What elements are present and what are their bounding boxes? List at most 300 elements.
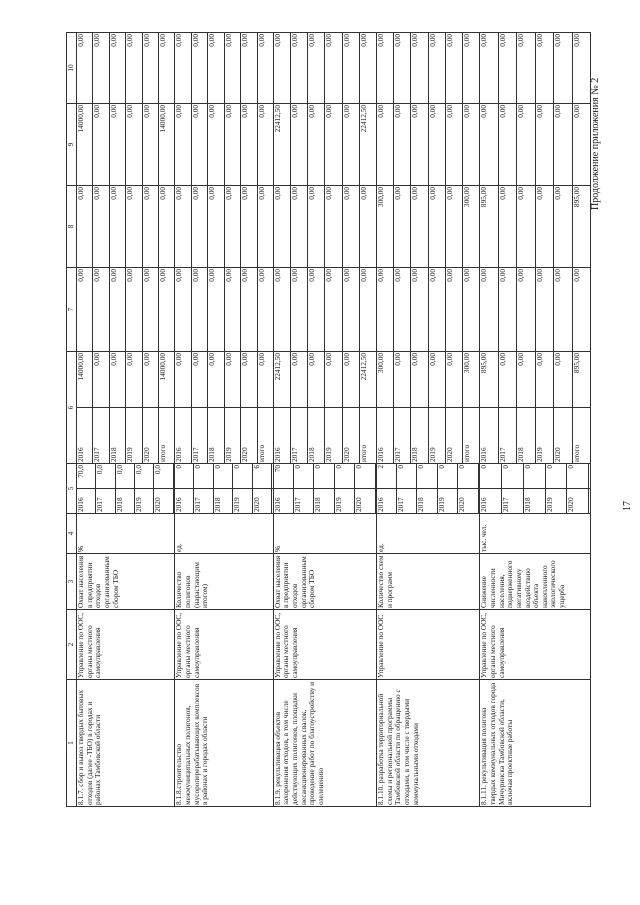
indicator-cell: Охват населения в предприятии отходов организованным сбором ТБО (273, 554, 376, 610)
funding-total-row (159, 352, 175, 463)
funding-source-cell-c8 (377, 186, 480, 268)
funding-source-value: 0,00 (224, 268, 240, 351)
header-cell-6: 6 (67, 352, 77, 464)
funding-source-subtable (274, 33, 376, 103)
funding-source-value: 0,00 (428, 268, 445, 351)
funding-source-row (446, 186, 463, 267)
funding-source-value: 0,00 (462, 105, 472, 118)
indicator-value: 0 (480, 464, 501, 489)
funding-source-value: 0,00 (394, 268, 411, 351)
funding-source-value: 0,00 (325, 186, 342, 267)
header-cell-10: 10 (67, 33, 77, 104)
funding-source-subtable (377, 268, 479, 351)
funding-total-value: 14000,00 (158, 353, 168, 381)
indicator-value-row (233, 464, 252, 513)
funding-source-value: 0,00 (241, 268, 257, 351)
funding-source-value: 0,00 (517, 33, 536, 103)
indicator-value: 0 (314, 464, 334, 489)
funding-source-row (480, 186, 498, 267)
funding-source-row (208, 33, 224, 103)
funding-source-value: 0,00 (224, 104, 240, 185)
funding-source-row (325, 33, 342, 103)
funding-source-value: 0,00 (175, 33, 191, 103)
funding-total-value: 895,00 (571, 353, 581, 374)
measure-name-cell: 8.1.10. разработка территориальной схемы и региональной программы Тамбовской области по обращению с отходами, в том числе с твердыми коммунальными отходами (377, 680, 480, 807)
indicator-value: 0,0 (154, 464, 173, 489)
indicator-value: 70,0 (77, 464, 95, 489)
funding-source-row (325, 104, 342, 185)
indicator-value: 0,0 (135, 464, 154, 489)
funding-total-row (360, 352, 376, 463)
funding-total-row (208, 352, 224, 463)
funding-source-row (377, 186, 393, 267)
funding-source-value: 0,00 (325, 268, 342, 351)
funding-total-value: 0,00 (126, 352, 142, 408)
funding-total-value: 22412,50 (359, 353, 369, 381)
funding-source-value: 0,00 (535, 33, 554, 103)
funding-source-row (394, 268, 411, 351)
funding-source-subtable (175, 104, 272, 185)
funding-source-value: 300,00 (377, 186, 393, 267)
funding-source-cell-c10 (377, 33, 480, 104)
funding-source-value: 0,00 (126, 268, 142, 351)
indicator-value: 0 (334, 464, 354, 489)
indicator-year: 2020 (458, 489, 478, 514)
funding-source-row (126, 104, 142, 185)
funding-source-row (463, 33, 479, 103)
indicator-values-cell (377, 464, 480, 514)
funding-source-row (126, 186, 142, 267)
funding-source-row (325, 186, 342, 267)
funding-source-row (208, 268, 224, 351)
funding-total-value: 0,00 (325, 352, 342, 408)
funding-source-value: 0,00 (208, 104, 224, 185)
funding-source-row (463, 186, 479, 267)
funding-source-row (446, 104, 463, 185)
funding-year-label: 2017 (498, 408, 517, 464)
indicator-value-row (115, 464, 134, 513)
funding-source-row (175, 104, 191, 185)
indicator-year: 2017 (293, 489, 313, 514)
funding-source-value: 0,00 (256, 105, 266, 118)
funding-source-row (93, 268, 109, 351)
funding-total-value: 0,00 (175, 352, 191, 408)
indicator-year: 2020 (252, 489, 271, 514)
funding-total-row (274, 352, 290, 463)
funding-year-label: 2018 (308, 408, 325, 464)
funding-source-row (77, 33, 93, 103)
funding-year-label: итого (159, 408, 175, 464)
funding-source-row (274, 33, 290, 103)
funding-source-row (175, 33, 191, 103)
indicator-year: 2016 (175, 489, 193, 514)
funding-source-cell-c9 (377, 104, 480, 186)
funding-source-value: 0,00 (325, 33, 342, 103)
indicator-value: 0 (293, 464, 313, 489)
funding-year-label: 2018 (109, 408, 125, 464)
table-row (377, 33, 480, 807)
funding-total-value: 0,00 (498, 352, 517, 408)
funding-source-row (411, 186, 428, 267)
funding-source-value: 0,00 (208, 268, 224, 351)
funding-source-value: 0,00 (142, 268, 158, 351)
funding-source-value: 0,00 (109, 33, 125, 103)
table-header-row (67, 33, 77, 807)
funding-total-value: 0,00 (191, 352, 207, 408)
funding-source-row (360, 268, 376, 351)
funding-source-subtable (77, 186, 174, 267)
funding-year-label: 2019 (325, 408, 342, 464)
indicator-value-row (355, 464, 375, 513)
funding-year-label: 2020 (241, 408, 257, 464)
funding-total-row (498, 352, 517, 463)
funding-source-value: 0,00 (77, 186, 93, 267)
indicator-year: 2016 (274, 489, 293, 514)
funding-source-row (480, 268, 498, 351)
funding-source-subtable (274, 186, 376, 267)
funding-source-row (142, 33, 158, 103)
funding-total-row (93, 352, 109, 463)
funding-source-cell-c7 (77, 268, 175, 352)
indicator-value-row (458, 464, 478, 513)
funding-source-value: 0,00 (498, 186, 517, 267)
funding-year-label: 2020 (142, 408, 158, 464)
funding-source-value: 14000,00 (77, 104, 93, 185)
funding-source-row (342, 104, 359, 185)
funding-source-value: 0,00 (571, 269, 581, 282)
funding-year-label: итого (360, 408, 376, 464)
funding-source-row (208, 186, 224, 267)
indicator-year: 2018 (417, 489, 437, 514)
funding-total-value: 0,00 (535, 352, 554, 408)
funding-source-row (535, 268, 554, 351)
funding-source-value: 0,00 (517, 104, 536, 185)
funding-total-row (142, 352, 158, 463)
indicator-value-row (567, 464, 589, 513)
funding-source-value: 0,00 (308, 186, 325, 267)
funding-total-value: 0,00 (109, 352, 125, 408)
funding-total-cell (377, 352, 480, 464)
funding-total-row (411, 352, 428, 463)
funding-source-row (109, 268, 125, 351)
funding-source-row (498, 268, 517, 351)
funding-source-cell-c7 (377, 268, 480, 352)
funding-source-cell-c9 (480, 104, 591, 186)
funding-total-value: 300,00 (462, 353, 472, 374)
funding-source-value: 0,00 (274, 186, 290, 267)
measure-name-cell: 8.1.7. сбор и вывоз твердых бытовых отходов (далее -ТБО) в городах и районах Тамбовской области (77, 680, 175, 807)
funding-source-cell-c10 (175, 33, 273, 104)
funding-source-subtable (175, 268, 272, 351)
funding-total-row (535, 352, 554, 463)
measure-name-cell: 8.1.9. рекультивация объектов захоронения отходов, в том числе действующих полигонов, площадки несанкционированных свалок, проведение работ по благоустройству и озеленению (273, 680, 376, 807)
indicator-value: 0 (213, 464, 232, 489)
funding-source-row (498, 33, 517, 103)
funding-source-subtable (377, 186, 479, 267)
funding-source-row (360, 186, 376, 267)
funding-source-value: 0,00 (571, 34, 581, 47)
funding-source-value: 0,00 (142, 33, 158, 103)
indicator-empty (589, 464, 590, 489)
funding-source-row (93, 104, 109, 185)
indicator-values-cell (273, 464, 376, 514)
funding-source-row (535, 186, 554, 267)
header-cell-4: 4 (67, 514, 77, 554)
unit-cell: тыс. чел. (480, 514, 591, 554)
funding-source-value: 0,00 (290, 33, 307, 103)
funding-source-cell-c10 (480, 33, 591, 104)
header-cell-9: 9 (67, 104, 77, 186)
indicator-year: 2019 (135, 489, 154, 514)
funding-source-value: 0,00 (241, 33, 257, 103)
funding-source-value: 0,00 (77, 268, 93, 351)
indicator-cell: Количество полигонов (нарастающим итогом) (175, 554, 273, 610)
measure-name-cell: 8.1.8.строительство межмуниципальных полигонов, мусороперерабатывающих комплексов в районах и городах области (175, 680, 273, 807)
funding-total-row (428, 352, 445, 463)
funding-source-row (224, 268, 240, 351)
indicator-value: 0 (501, 464, 523, 489)
funding-source-row (257, 33, 273, 103)
funding-source-value: 0,00 (359, 187, 369, 200)
funding-source-value: 0,00 (411, 104, 428, 185)
indicator-cell: Количество схем и программ (377, 554, 480, 610)
funding-source-value: 0,00 (517, 268, 536, 351)
indicator-cell: Снижение численности населения, подверженного негативному воздействию объекта накопленного экологического ущерба (480, 554, 591, 610)
funding-year-label: 2017 (93, 408, 109, 464)
indicator-value: 2 (377, 464, 396, 489)
funding-source-subtable (77, 268, 174, 351)
funding-source-value: 0,00 (290, 104, 307, 185)
funding-source-value: 0,00 (446, 186, 463, 267)
funding-source-row (308, 186, 325, 267)
indicator-empty-row (589, 464, 590, 513)
funding-source-row (224, 33, 240, 103)
funding-source-value: 0,00 (377, 33, 393, 103)
indicator-value-row (96, 464, 115, 513)
indicator-year: 2020 (154, 489, 173, 514)
funding-total-value: 0,00 (208, 352, 224, 408)
funding-source-value: 0,00 (191, 104, 207, 185)
funding-source-row (109, 186, 125, 267)
funding-source-row (224, 186, 240, 267)
funding-total-value: 22412,50 (274, 352, 290, 408)
funding-source-value: 0,00 (93, 186, 109, 267)
funding-year-label: 2018 (517, 408, 536, 464)
funding-source-value: 0,00 (342, 33, 359, 103)
funding-source-row (535, 33, 554, 103)
indicator-values-subtable (377, 464, 479, 513)
funding-total-row (572, 352, 590, 463)
funding-year-label: итого (257, 408, 273, 464)
funding-source-subtable (480, 186, 590, 267)
funding-source-row (77, 104, 93, 185)
funding-source-row (191, 33, 207, 103)
indicator-value: 0 (233, 464, 252, 489)
funding-source-value: 0,00 (241, 186, 257, 267)
funding-source-row (554, 33, 573, 103)
funding-source-value: 0,00 (93, 33, 109, 103)
funding-source-row (498, 104, 517, 185)
funding-source-value: 0,00 (342, 104, 359, 185)
indicator-value-row (175, 464, 193, 513)
indicator-value-row (523, 464, 545, 513)
header-cell-1: 1 (67, 680, 77, 807)
indicator-values-subtable (274, 464, 376, 513)
funding-source-row (274, 104, 290, 185)
funding-source-value: 0,00 (498, 268, 517, 351)
funding-source-value: 895,00 (480, 186, 498, 267)
funding-source-row (159, 104, 175, 185)
funding-total-row (342, 352, 359, 463)
funding-year-label: 2019 (535, 408, 554, 464)
funding-year-label: 2018 (208, 408, 224, 464)
indicator-year: 2018 (314, 489, 334, 514)
funding-year-label: 2018 (411, 408, 428, 464)
funding-source-row (241, 268, 257, 351)
funding-source-row (411, 33, 428, 103)
funding-year-label: 2020 (342, 408, 359, 464)
page-number: 17 (622, 501, 633, 511)
indicator-year: 2018 (115, 489, 134, 514)
funding-source-value: 0,00 (411, 268, 428, 351)
funding-source-value: 0,00 (377, 268, 393, 351)
funding-source-value: 0,00 (308, 268, 325, 351)
funding-source-subtable (77, 104, 174, 185)
funding-source-value: 0,00 (126, 33, 142, 103)
funding-source-row (342, 268, 359, 351)
funding-source-row (428, 104, 445, 185)
funding-source-row (175, 268, 191, 351)
funding-year-label: 2019 (224, 408, 240, 464)
indicator-value: 0 (545, 464, 567, 489)
funding-source-row (446, 33, 463, 103)
funding-total-value: 0,00 (224, 352, 240, 408)
funding-source-row (572, 33, 590, 103)
indicator-value-row (501, 464, 523, 513)
indicator-values-subtable (77, 464, 174, 513)
funding-total-cell (77, 352, 175, 464)
funding-source-cell-c9 (273, 104, 376, 186)
funding-source-value: 895,00 (571, 187, 581, 208)
funding-total-value: 300,00 (377, 352, 393, 408)
funding-source-subtable (377, 33, 479, 103)
funding-source-row (428, 268, 445, 351)
funding-total-row (257, 352, 273, 463)
funding-total-row (308, 352, 325, 463)
funding-source-row (109, 104, 125, 185)
indicator-year: 2017 (501, 489, 523, 514)
funding-year-label: 2016 (274, 408, 290, 464)
funding-source-row (463, 268, 479, 351)
funding-total-value: 0,00 (428, 352, 445, 408)
funding-source-value: 0,00 (394, 104, 411, 185)
funding-source-value: 22412,50 (274, 104, 290, 185)
funding-source-row (360, 33, 376, 103)
funding-source-value: 0,00 (462, 269, 472, 282)
funding-source-value: 0,00 (535, 104, 554, 185)
funding-source-row (142, 104, 158, 185)
funding-source-row (308, 33, 325, 103)
funding-source-subtable (480, 104, 590, 185)
indicator-values-cell (175, 464, 273, 514)
funding-total-value: 0,00 (290, 352, 307, 408)
unit-cell: % (77, 514, 175, 554)
funding-source-value: 0,00 (158, 187, 168, 200)
funding-source-value: 0,00 (446, 268, 463, 351)
funding-source-row (572, 268, 590, 351)
funding-source-row (517, 104, 536, 185)
funding-source-value: 0,00 (256, 187, 266, 200)
funding-source-value: 0,00 (411, 33, 428, 103)
header-cell-8: 8 (67, 186, 77, 268)
funding-total-cell (273, 352, 376, 464)
funding-total-value: 0,00 (308, 352, 325, 408)
funding-total-row (554, 352, 573, 463)
funding-source-value: 0,00 (462, 34, 472, 47)
funding-source-row (377, 33, 393, 103)
indicator-value-row (314, 464, 334, 513)
unit-cell: ед. (377, 514, 480, 554)
funding-source-subtable (175, 186, 272, 267)
indicator-value-row (480, 464, 501, 513)
funding-source-row (394, 104, 411, 185)
indicator-year: 2020 (355, 489, 375, 514)
funding-source-row (446, 268, 463, 351)
unit-cell: % (273, 514, 376, 554)
funding-year-label: 2019 (428, 408, 445, 464)
funding-source-row (191, 186, 207, 267)
indicator-value-row (194, 464, 213, 513)
indicator-year: 2016 (377, 489, 396, 514)
funding-source-row (159, 268, 175, 351)
funding-source-row (535, 104, 554, 185)
funding-source-row (257, 268, 273, 351)
funding-source-row (480, 33, 498, 103)
funding-source-row (257, 186, 273, 267)
indicator-value: 0 (175, 464, 193, 489)
funding-total-value: 0,00 (446, 352, 463, 408)
header-cell-5: 5 (67, 464, 77, 514)
funding-total-value: 0,00 (342, 352, 359, 408)
funding-source-row (554, 104, 573, 185)
indicator-year: 2019 (437, 489, 457, 514)
funding-source-value: 0,00 (554, 33, 573, 103)
funding-year-label: 2017 (290, 408, 307, 464)
funding-source-row (554, 186, 573, 267)
funding-source-value: 0,00 (517, 186, 536, 267)
funding-source-row (517, 186, 536, 267)
funding-source-row (377, 104, 393, 185)
indicator-value: 0 (397, 464, 417, 489)
executor-cell: Управление по ООС, органы местного самоуправления (480, 610, 591, 680)
indicator-year: 2016 (480, 489, 501, 514)
funding-total-row (126, 352, 142, 463)
funding-source-value: 0,00 (308, 33, 325, 103)
indicator-value: 0 (567, 464, 589, 489)
indicator-values-subtable (175, 464, 272, 513)
funding-source-subtable (274, 268, 376, 351)
funding-source-row (517, 268, 536, 351)
indicator-year: 2017 (96, 489, 115, 514)
funding-source-value: 0,00 (428, 186, 445, 267)
indicator-value: 0,0 (115, 464, 134, 489)
indicator-cell: Охват населения в предприятии отходов организованным сбором ТБО (77, 554, 175, 610)
funding-source-value: 0,00 (290, 186, 307, 267)
table-row (175, 33, 273, 807)
funding-source-row (191, 268, 207, 351)
indicator-year: 2019 (545, 489, 567, 514)
funding-source-cell-c8 (77, 186, 175, 268)
